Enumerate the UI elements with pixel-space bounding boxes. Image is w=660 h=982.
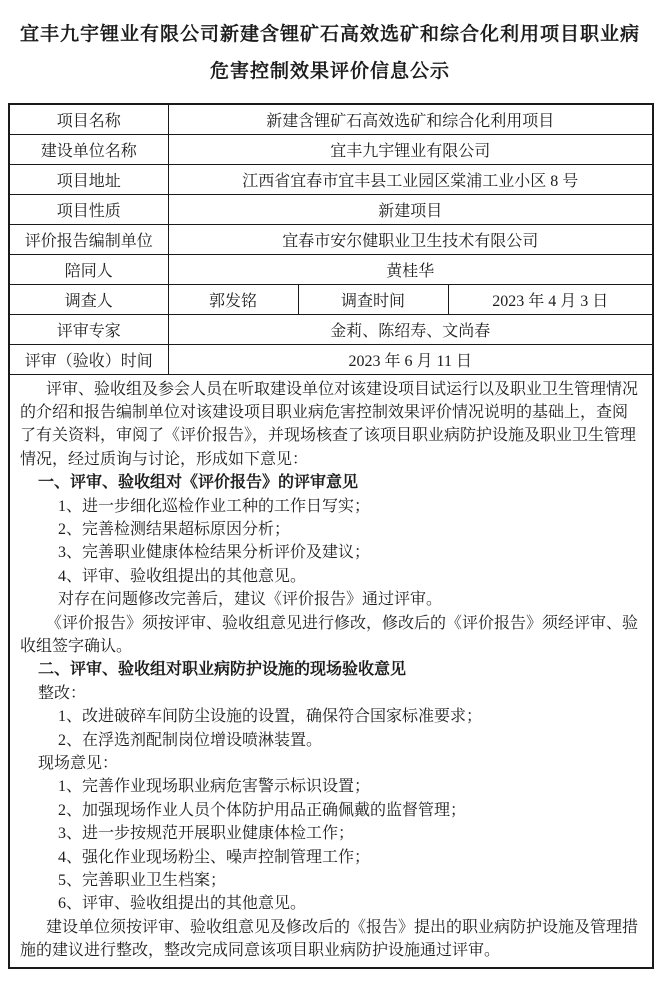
row-value: 宜春市安尔健职业卫生技术有限公司 — [168, 224, 653, 254]
row-value-survey-date: 2023 年 4 月 3 日 — [448, 284, 653, 314]
row-label: 项目性质 — [9, 194, 168, 224]
opinion-sublabel: 现场意见： — [38, 755, 119, 772]
table-row-accompanying-person — [9, 254, 653, 284]
opinion-item: 6、评审、验收组提出的其他意见。 — [58, 895, 307, 913]
row-label: 调查人 — [9, 284, 168, 314]
table-row-project-name — [9, 104, 653, 134]
table-row-project-nature — [9, 194, 653, 224]
section-heading-1: 一、评审、验收组对《评价报告》的评审意见 — [38, 474, 359, 492]
table-row-project-address — [9, 164, 653, 194]
row-value: 宜丰九宇锂业有限公司 — [168, 134, 653, 164]
opinion-item: 3、完善职业健康体检结果分析评价及建议； — [58, 544, 371, 562]
row-label: 评价报告编制单位 — [9, 224, 168, 254]
row-value: 新建项目 — [168, 194, 653, 224]
opinion-sublabel: 整改： — [38, 684, 87, 702]
row-value: 2023 年 6 月 11 日 — [168, 344, 653, 374]
page-title-line-2: 危害控制效果评价信息公示 — [209, 61, 450, 82]
table-row-opinion — [9, 374, 653, 968]
opinion-item: 2、加强现场作业人员个体防护用品正确佩戴的监督管理； — [58, 801, 467, 819]
opinion-paragraph: 评审、验收组及参会人员在听取建设单位对该建设项目试运行以及职业卫生管理情况的介绍和报告编制单位对该建设项目职业病危害控制效果评价情况说明的基础上，查阅了有关资料，审阅了《评价报告》，并现场核查了该项目职业病防护设施及职业卫生管理情况，经过质询与讨论，形成如下意见： — [20, 380, 639, 468]
opinion-item: 2、完善检测结果超标原因分析； — [58, 520, 291, 538]
opinion-item: 4、强化作业现场粉尘、噪声控制管理工作； — [58, 848, 371, 866]
info-table — [8, 103, 654, 969]
row-value: 黄桂华 — [168, 254, 653, 284]
table-row-report-author-unit — [9, 224, 653, 254]
opinion-item: 1、进一步细化巡检作业工种的工作日写实； — [58, 497, 371, 515]
table-row-review-experts — [9, 314, 653, 344]
opinion-item: 5、完善职业卫生档案； — [58, 872, 227, 890]
opinion-paragraph: 《评价报告》须按评审、验收组意见进行修改，修改后的《评价报告》须经评审、验收组签字确认。 — [20, 614, 639, 655]
opinion-item: 1、完善作业现场职业病危害警示标识设置； — [58, 778, 371, 796]
opinion-item: 4、评审、验收组提出的其他意见。 — [58, 567, 307, 585]
row-label: 项目名称 — [9, 104, 168, 134]
opinion-item: 2、在浮选剂配制岗位增设喷淋装置。 — [58, 731, 323, 749]
page-title — [8, 16, 652, 90]
opinion-item: 对存在问题修改完善后，建议《评价报告》通过评审。 — [58, 591, 443, 609]
table-row-review-time — [9, 344, 653, 374]
row-label: 项目地址 — [9, 164, 168, 194]
opinion-item: 3、进一步按规范开展职业健康体检工作； — [58, 825, 355, 843]
section-heading-2: 二、评审、验收组对职业病防护设施的现场验收意见 — [38, 661, 407, 679]
row-value: 金莉、陈绍寿、文尚春 — [168, 314, 653, 344]
row-value: 郭发铭 — [168, 284, 298, 314]
row-value: 江西省宜春市宜丰县工业园区棠浦工业小区 8 号 — [168, 164, 653, 194]
row-label: 陪同人 — [9, 254, 168, 284]
opinion-item: 1、改进破碎车间防尘设施的设置，确保符合国家标准要求； — [58, 708, 483, 726]
row-label: 评审（验收）时间 — [9, 344, 168, 374]
opinion-paragraph: 建设单位须按评审、验收组意见及修改后的《报告》提出的职业病防护设施及管理措施的建议进行整改，整改完成同意该项目职业病防护设施通过评审。 — [20, 918, 639, 960]
page-title-line-1: 宜丰九宇锂业有限公司新建含锂矿石高效选矿和综合化利用项目职业病 — [19, 24, 640, 45]
table-row-investigator — [9, 284, 653, 314]
row-value: 新建含锂矿石高效选矿和综合化利用项目 — [168, 104, 653, 134]
row-label-survey-time: 调查时间 — [298, 284, 448, 314]
opinion-cell — [9, 374, 653, 968]
row-label: 建设单位名称 — [9, 134, 168, 164]
table-row-construction-unit — [9, 134, 653, 164]
row-label: 评审专家 — [9, 314, 168, 344]
